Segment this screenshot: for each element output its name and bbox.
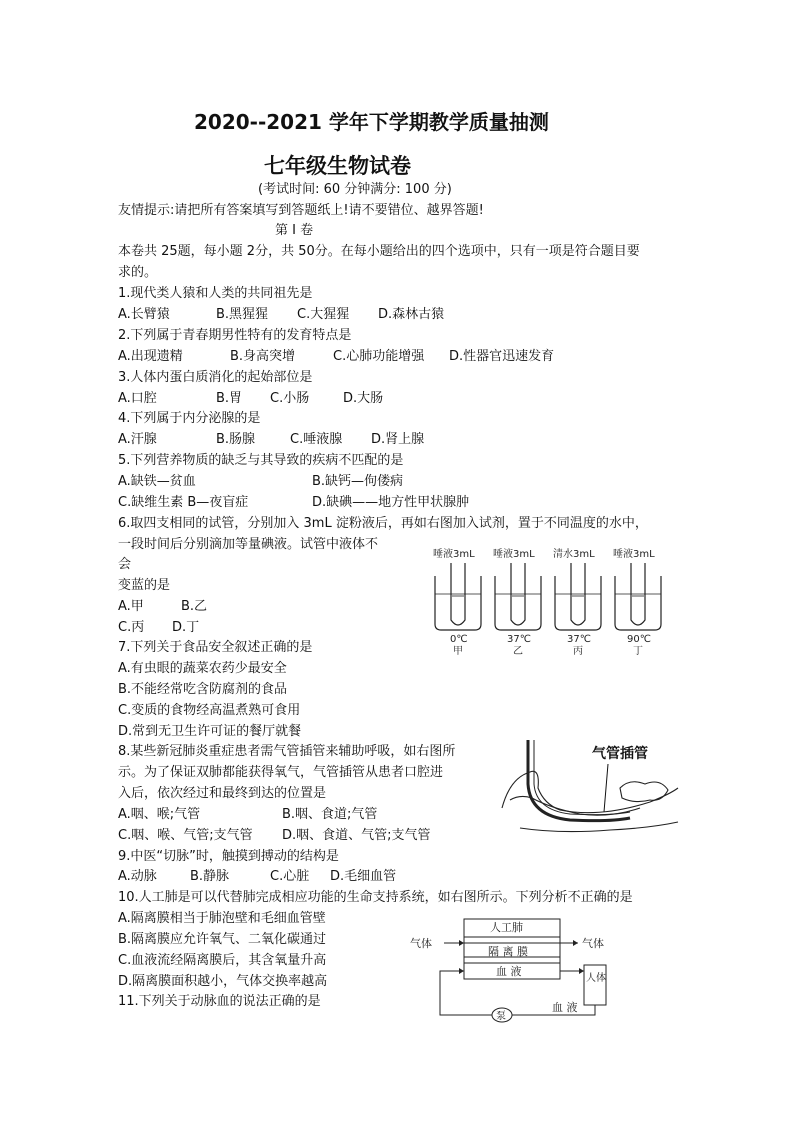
- test-tubes-figure: [425, 546, 689, 656]
- option: A.长臂猿: [118, 307, 170, 322]
- question-stem: 入后，依次经过和最终到达的位置是: [118, 786, 327, 801]
- option: D.毛细血管: [330, 869, 397, 884]
- option: C.变质的食物经高温煮熟可食用: [118, 703, 301, 718]
- question-stem: 4.下列属于内分泌腺的是: [118, 411, 261, 426]
- option: C.心脏: [270, 869, 310, 884]
- option: C.唾液腺: [290, 432, 343, 447]
- question-stem: 11.下列关于动脉血的说法正确的是: [118, 994, 321, 1009]
- question-stem: 8.某些新冠肺炎重症患者需气管插管来辅助呼吸，如右图所: [118, 744, 456, 759]
- tube-temperature: 0℃: [450, 634, 468, 645]
- question-stem: 会: [118, 557, 132, 572]
- tube-reagent-label: 唾液3mL: [613, 549, 655, 560]
- option: B.隔离膜应允许氧气、二氧化碳通过: [118, 932, 327, 947]
- page-title: 2020--2021 学年下学期教学质量抽测: [194, 110, 549, 134]
- option: D.缺碘——地方性甲状腺肿: [312, 495, 470, 510]
- option: A.口腔: [118, 391, 157, 406]
- artificial-lung-label: 人工肺: [490, 921, 523, 934]
- option: A.有虫眼的蔬菜农药少最安全: [118, 661, 287, 676]
- tip-text: 友情提示:请把所有答案填写到答题纸上!请不要错位、越界答题!: [118, 203, 484, 218]
- beaker-shape: [555, 576, 601, 630]
- tube-label: 甲: [453, 646, 463, 656]
- question-stem: 1.现代类人猿和人类的共同祖先是: [118, 286, 313, 301]
- option: C.丙: [118, 620, 145, 635]
- blood-label: 血 液: [552, 1001, 578, 1014]
- option: D.肾上腺: [371, 432, 425, 447]
- question-stem: 一段时间后分别滴加等量碘液。试管中液体不: [118, 537, 379, 552]
- tube-reagent-label: 唾液3mL: [493, 549, 535, 560]
- question-stem: 6.取四支相同的试管，分别加入 3mL 淀粉液后，再如右图加入试剂，置于不同温度的水中，: [118, 516, 648, 531]
- tube-reagent-label: 唾液3mL: [433, 549, 475, 560]
- instructions-line-2: 求的。: [118, 265, 158, 280]
- option: D.咽、食道、气管;支气管: [282, 828, 431, 843]
- option: A.甲: [118, 599, 144, 614]
- option: B.静脉: [190, 869, 230, 884]
- option: B.乙: [181, 599, 208, 614]
- question-stem: 7.下列关于食品安全叙述正确的是: [118, 640, 313, 655]
- option: B.肠腺: [216, 432, 256, 447]
- tube-label: 丙: [573, 646, 583, 656]
- artificial-lung-figure: [408, 915, 622, 1025]
- tube-reagent-label: 清水3mL: [553, 549, 595, 560]
- option: A.出现遗精: [118, 349, 183, 364]
- beaker-shape: [435, 576, 481, 630]
- option: B.黑猩猩: [216, 307, 269, 322]
- option: A.缺铁—贫血: [118, 474, 196, 489]
- option: C.心肺功能增强: [333, 349, 425, 364]
- option: B.不能经常吃含防腐剂的食品: [118, 682, 288, 697]
- option: C.大猩猩: [297, 307, 350, 322]
- tube-label: 乙: [513, 646, 523, 656]
- question-stem: 9.中医“切脉”时，触摸到搏动的结构是: [118, 849, 339, 864]
- neck-outline: [520, 822, 678, 832]
- beaker-shape: [615, 576, 661, 630]
- option: D.隔离膜面积越小，气体交换率越高: [118, 974, 328, 989]
- option: B.缺钙—佝偻病: [312, 474, 404, 489]
- option: C.血液流经隔离膜后，其含氧量升高: [118, 953, 327, 968]
- option: C.咽、喉、气管;支气管: [118, 828, 253, 843]
- gas-out-label: 气体: [582, 937, 604, 950]
- pointer-line: [604, 764, 608, 812]
- option: B.咽、食道;气管: [282, 807, 378, 822]
- pump-label: 泵: [496, 1011, 506, 1022]
- intubation-label: 气管插管: [592, 746, 648, 762]
- beaker-shape: [495, 576, 541, 630]
- option: B.胃: [216, 391, 243, 406]
- question-stem: 示。为了保证双肺都能获得氧气，气管插管从患者口腔进: [118, 765, 444, 780]
- membrane-label: 隔 离 膜: [488, 945, 528, 958]
- intubation-figure: [500, 738, 680, 838]
- option: D.森林古猿: [378, 307, 445, 322]
- option: D.丁: [172, 620, 200, 635]
- section-label: 第 I 卷: [275, 223, 314, 238]
- option: C.小肠: [270, 391, 310, 406]
- option: A.咽、喉;气管: [118, 807, 201, 822]
- lung-shape: [620, 782, 668, 802]
- body-box: [584, 965, 606, 1005]
- option: A.隔离膜相当于肺泡壁和毛细血管壁: [118, 911, 326, 926]
- body-label: 人体: [586, 973, 606, 984]
- blood-box-label: 血 液: [496, 965, 522, 978]
- question-stem: 5.下列营养物质的缺乏与其导致的疾病不匹配的是: [118, 453, 404, 468]
- option: D.性器官迅速发育: [449, 349, 555, 364]
- tube-temperature: 37℃: [567, 634, 591, 645]
- option: C.缺维生素 B—夜盲症: [118, 495, 249, 510]
- question-stem: 变蓝的是: [118, 578, 171, 593]
- tube-temperature: 90℃: [627, 634, 651, 645]
- option: A.动脉: [118, 869, 157, 884]
- question-stem: 2.下列属于青春期男性特有的发育特点是: [118, 328, 352, 343]
- option: D.大肠: [343, 391, 384, 406]
- option: A.汗腺: [118, 432, 157, 447]
- option: D.常到无卫生许可证的餐厅就餐: [118, 724, 302, 739]
- gas-in-label: 气体: [410, 937, 432, 950]
- question-stem: 3.人体内蛋白质消化的起始部位是: [118, 370, 313, 385]
- tube-temperature: 37℃: [507, 634, 531, 645]
- exam-info: (考试时间: 60 分钟满分: 100 分): [258, 182, 452, 197]
- option: B.身高突增: [230, 349, 296, 364]
- instructions-line-1: 本卷共 25题，每小题 2分，共 50分。在每小题给出的四个选项中，只有一项是符合题目要: [118, 244, 640, 259]
- page-subtitle: 七年级生物试卷: [264, 154, 411, 178]
- question-stem: 10.人工肺是可以代替肺完成相应功能的生命支持系统，如右图所示。下列分析不正确的是: [118, 890, 633, 905]
- tube-label: 丁: [633, 646, 643, 656]
